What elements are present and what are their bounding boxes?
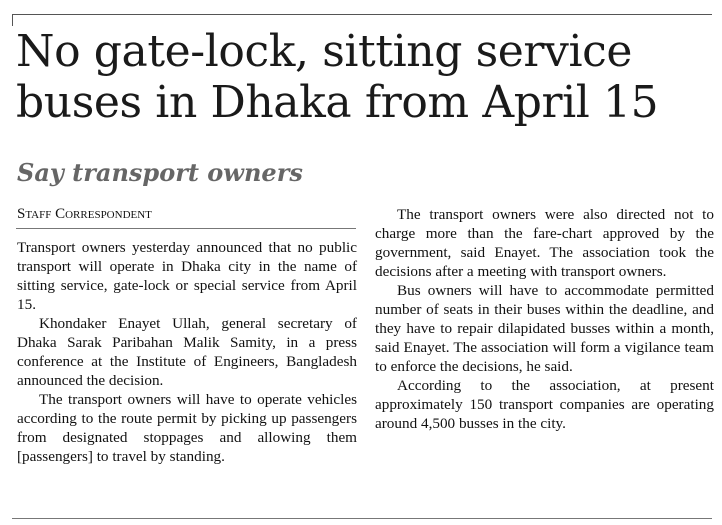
left-corner-rule (12, 14, 13, 26)
paragraph: The transport owners were also directed not to charge more than the fare-chart approved by the government, said Enayet. The association took the decisions after a meeting with transport owners. (375, 206, 714, 280)
paragraph: Bus owners will have to accommodate permitted number of seats in their buses within the deadline, and they have to repair dilapidated busses within a month, said Enayet. The association will form a vigilance team to enforce the decisions, he said. (375, 282, 714, 375)
bottom-rule (12, 518, 712, 519)
article-column-2 (375, 205, 714, 433)
subheadline: Say transport owners (17, 158, 303, 187)
paragraph: According to the association, at present approximately 150 transport companies are operating around 4,500 busses in the city. (375, 377, 714, 432)
article-column-1 (17, 238, 357, 466)
headline: No gate-lock, sitting service buses in Dhaka from April 15 (16, 26, 659, 128)
paragraph: Khondaker Enayet Ullah, general secretary of Dhaka Sarak Paribahan Malik Samity, in a press conference at the Institute of Engineers, Bangladesh announced the decision. (17, 315, 357, 389)
top-rule (12, 14, 712, 15)
paragraph: The transport owners will have to operate vehicles according to the route permit by picking up passengers from designated stoppages and allowing them [passengers] to travel by standing. (17, 391, 357, 465)
paragraph: Transport owners yesterday announced that no public transport will operate in Dhaka city in the name of sitting service, gate-lock or special service from April 15. (17, 239, 357, 313)
byline-rule (16, 228, 356, 229)
byline: Staff Correspondent (17, 206, 152, 222)
